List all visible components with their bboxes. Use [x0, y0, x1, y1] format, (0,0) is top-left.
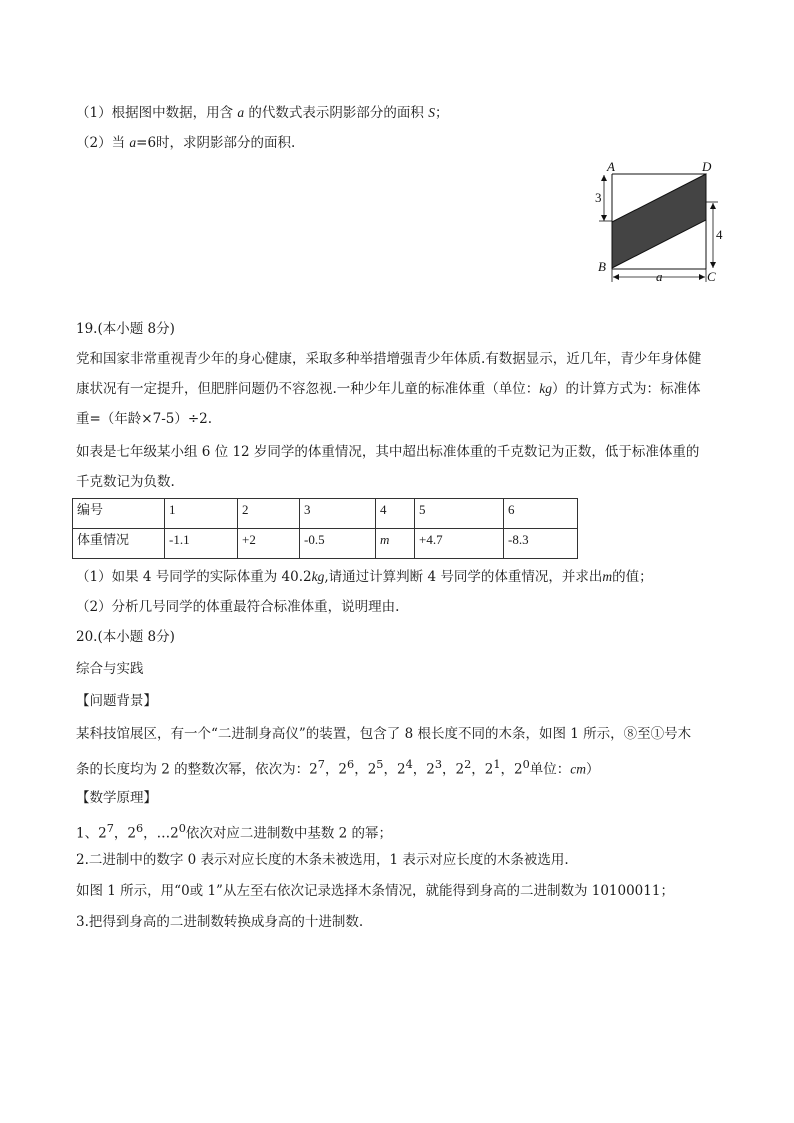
q20-subtitle: 综合与实践 [76, 661, 144, 677]
q20-principle-1: 1、$2^7$，$2^6$，$\dots 2^0$依次对应二进制数中基数 2 的幂； [76, 822, 393, 842]
table-cell: +2 [238, 529, 300, 559]
table-cell: 5 [415, 499, 504, 529]
label-3: 3 [595, 190, 602, 205]
table-cell: -8.3 [504, 529, 578, 559]
q19-sub-2: （2）分析几号同学的体重最符合标准体重，说明理由. [76, 599, 400, 615]
table-cell: -1.1 [165, 529, 238, 559]
weight-table [72, 498, 578, 559]
table-cell: 1 [165, 499, 238, 529]
q20-background-2: 条的长度均为 2 的整数次幂，依次为：$2^7$，$2^6$，$2^5$，$2^4$，$2^3$，$2^2$，$2^1$，$2^0$单位：cm） [76, 758, 600, 778]
q20-heading: 20.(本小题 8分) [76, 629, 175, 645]
label-B: B [598, 259, 606, 274]
geometry-figure [590, 157, 725, 291]
table-row [73, 499, 578, 529]
table-cell: 2 [238, 499, 300, 529]
label-a: a [656, 269, 663, 284]
label-A: A [607, 159, 615, 174]
q18-part2: （2）当 a=6时，求阴影部分的面积. [76, 135, 296, 151]
q20-principle-3: 如图 1 所示，用“0或 1”从左至右依次记录选择木条情况，就能得到身高的二进制数为 10100011； [76, 883, 674, 899]
table-cell: 编号 [73, 499, 165, 529]
label-C: C [707, 269, 716, 284]
table-cell: -0.5 [300, 529, 376, 559]
table-cell: 6 [504, 499, 578, 529]
q19-paragraph-1: 党和国家非常重视青少年的身心健康，采取多种举措增强青少年体质.有数据显示，近几年，青少年身体健 [76, 351, 702, 367]
q20-principle-4: 3.把得到身高的二进制数转换成身高的十进制数. [76, 914, 364, 930]
table-cell: 4 [376, 499, 415, 529]
q19-heading: 19.(本小题 8分) [76, 321, 175, 337]
q20-background-1: 某科技馆展区，有一个“二进制身高仪”的装置，包含了 8 根长度不同的木条，如图 1 所示，⑧至①号木 [76, 726, 692, 742]
label-D: D [702, 159, 712, 174]
table-cell: 体重情况 [73, 529, 165, 559]
q19-sub-1: （1）如果 4 号同学的实际体重为 40.2kg,请通过计算判断 4 号同学的体重情况，并求出m的值； [76, 569, 653, 585]
q20-principle-title: 【数学原理】 [76, 790, 157, 806]
q19-paragraph-3: 重=（年龄×7-5）÷2. [76, 411, 213, 427]
rectangle-diagram [590, 157, 725, 287]
q20-background-title: 【问题背景】 [76, 693, 157, 709]
q18-part1: （1）根据图中数据，用含 a 的代数式表示阴影部分的面积 S； [76, 105, 449, 121]
table-cell: m [376, 529, 415, 559]
label-4: 4 [716, 227, 723, 242]
table-row [73, 529, 578, 559]
shaded-region [612, 174, 706, 268]
table-cell: +4.7 [415, 529, 504, 559]
q19-paragraph-2: 康状况有一定提升，但肥胖问题仍不容忽视.一种少年儿童的标准体重（单位：kg）的计算方式为：标准体 [76, 381, 701, 397]
q19-paragraph-4: 如表是七年级某小组 6 位 12 岁同学的体重情况，其中超出标准体重的千克数记为正数，低于标准体重的 [76, 444, 700, 460]
q19-paragraph-5: 千克数记为负数. [76, 474, 175, 490]
table-cell: 3 [300, 499, 376, 529]
q20-principle-2: 2.二进制中的数字 0 表示对应长度的木条未被选用，1 表示对应长度的木条被选用. [76, 852, 569, 868]
